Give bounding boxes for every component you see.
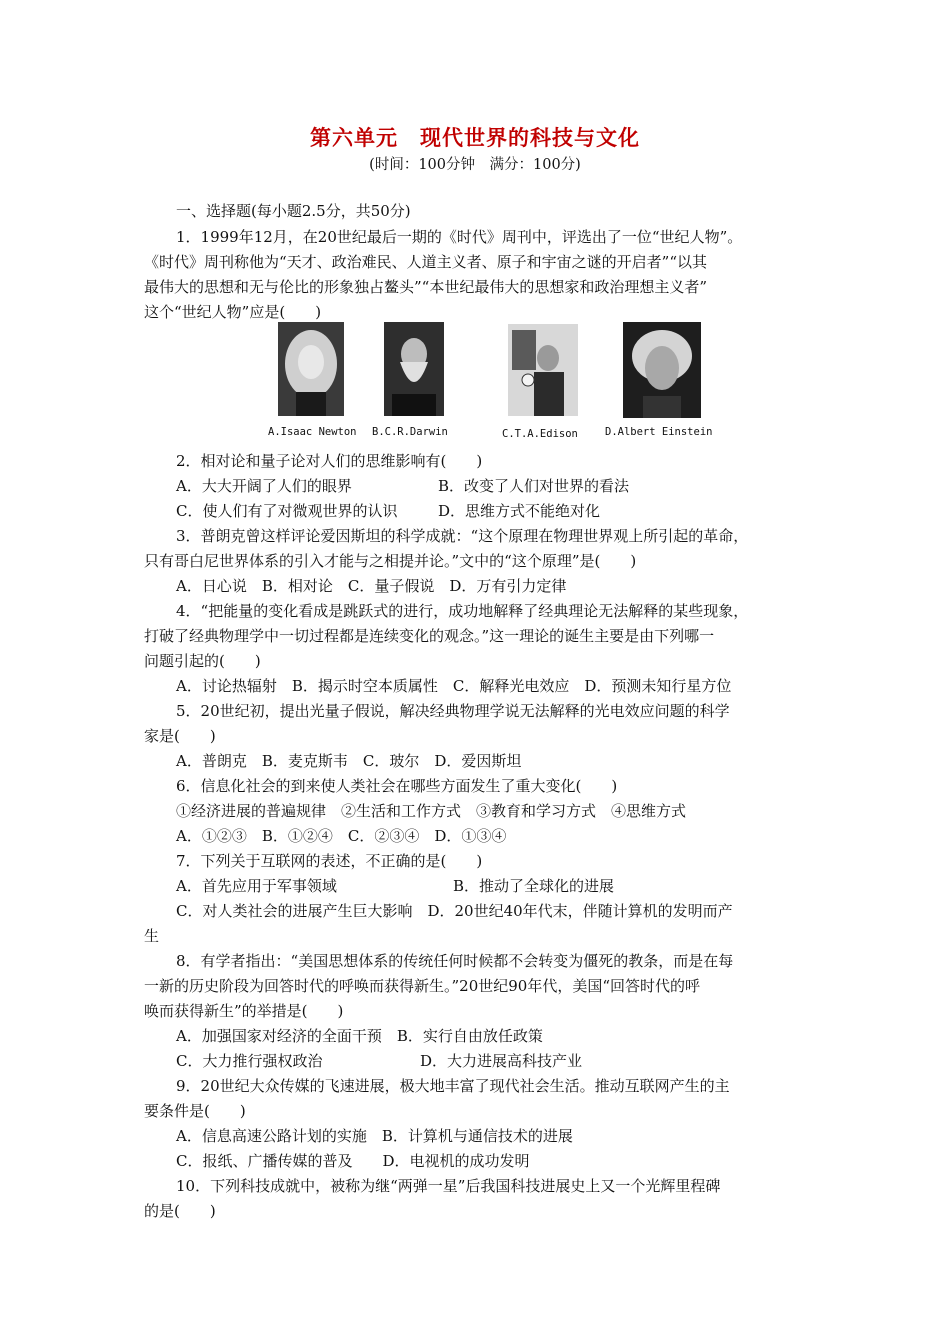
portrait-options: [266, 322, 726, 442]
option-a: A．首先应用于军事领域: [176, 877, 337, 895]
question-3-options: A．日心说 B．相对论 C．量子假说 D．万有引力定律: [176, 577, 567, 595]
question-1-line: 这个“世纪人物”应是( ): [144, 303, 322, 321]
option-cd: C．报纸、广播传媒的普及 D．电视机的成功发明: [176, 1152, 530, 1170]
option-b: B．改变了人们对世界的看法: [438, 477, 630, 495]
question-6-line: 6．信息化社会的到来使人类社会在哪些方面发生了重大变化( ): [176, 777, 618, 795]
question-9-line: 9．20世纪大众传媒的飞速进展，极大地丰富了现代社会生活。推动互联网产生的主: [176, 1077, 730, 1095]
question-10-line: 10．下列科技成就中，被称为继“两弹一星”后我国科技进展史上又一个光辉里程碑: [176, 1177, 721, 1195]
question-5-options: A．普朗克 B．麦克斯韦 C．玻尔 D．爱因斯坦: [176, 752, 522, 770]
question-4-line: 打破了经典物理学中一切过程都是连续变化的观念。”这一理论的诞生主要是由下列哪一: [144, 627, 715, 645]
question-8-line: 唤而获得新生”的举措是( ): [144, 1002, 344, 1020]
option-c: C．大力推行强权政治: [176, 1052, 323, 1070]
portrait-caption: A.Isaac Newton: [268, 426, 357, 438]
option-cd: C．对人类社会的进展产生巨大影响 D．20世纪40年代末，伴随计算机的发明而产: [176, 902, 733, 920]
question-6-options: A．①②③ B．①②④ C．②③④ D．①③④: [176, 827, 507, 845]
question-1-line: 1．1999年12月，在20世纪最后一期的《时代》周刊中，评选出了一位“世纪人物”。: [176, 228, 743, 246]
portrait-darwin-icon: [384, 322, 444, 416]
section-heading: 一、选择题(每小题2.5分，共50分): [176, 202, 411, 220]
option-d: D．大力进展高科技产业: [420, 1052, 583, 1070]
question-3-line: 只有哥白尼世界体系的引入才能与之相提并论。”文中的“这个原理”是( ): [144, 552, 637, 570]
page-title: 第六单元 现代世界的科技与文化: [310, 126, 640, 150]
option-ab: A．信息高速公路计划的实施 B．计算机与通信技术的进展: [176, 1127, 573, 1145]
question-9-line: 要条件是( ): [144, 1102, 246, 1120]
question-5-line: 5．20世纪初，提出光量子假说，解决经典物理学说无法解释的光电效应问题的科学: [176, 702, 730, 720]
option-c: C．使人们有了对微观世界的认识: [176, 502, 398, 520]
portrait-caption: D.Albert Einstein: [605, 426, 713, 438]
portrait-newton-icon: [278, 322, 344, 416]
portrait-edison-icon: [508, 324, 578, 416]
question-4-line: 4．“把能量的变化看成是跳跃式的进行，成功地解释了经典理论无法解释的某些现象，: [176, 602, 749, 620]
question-3-line: 3．普朗克曾这样评论爱因斯坦的科学成就：“这个原理在物理世界观上所引起的革命，: [176, 527, 749, 545]
question-10-line: 的是( ): [144, 1202, 216, 1220]
question-4-options: A．讨论热辐射 B．揭示时空本质属性 C．解释光电效应 D．预测未知行星方位: [176, 677, 732, 695]
page-subtitle: (时间：100分钟 满分：100分): [369, 157, 581, 173]
question-4-line: 问题引起的( ): [144, 652, 261, 670]
question-8-line: 8．有学者指出：“美国思想体系的传统任何时候都不会转变为僵死的教条，而是在每: [176, 952, 734, 970]
portrait-einstein-icon: [623, 322, 701, 418]
question-2-line: 2．相对论和量子论对人们的思维影响有( ): [176, 452, 483, 470]
question-6-items: ①经济进展的普遍规律 ②生活和工作方式 ③教育和学习方式 ④思维方式: [176, 802, 687, 820]
option-a: A．大大开阔了人们的眼界: [176, 477, 352, 495]
option-d: D．思维方式不能绝对化: [438, 502, 601, 520]
option-cd: 生: [144, 927, 160, 945]
question-1-line: 最伟大的思想和无与伦比的形象独占鳌头”“本世纪最伟大的思想家和政治理想主义者”: [144, 278, 708, 296]
portrait-caption: C.T.A.Edison: [502, 428, 578, 440]
option-ab: A．加强国家对经济的全面干预 B．实行自由放任政策: [176, 1027, 543, 1045]
option-b: B．推动了全球化的进展: [453, 877, 615, 895]
question-7-line: 7．下列关于互联网的表述，不正确的是( ): [176, 852, 483, 870]
question-5-line: 家是( ): [144, 727, 216, 745]
portrait-caption: B.C.R.Darwin: [372, 426, 448, 438]
question-1-line: 《时代》周刊称他为“天才、政治难民、人道主义者、原子和宇宙之谜的开启者”“以其: [144, 253, 708, 271]
question-8-line: 一新的历史阶段为回答时代的呼唤而获得新生。”20世纪90年代，美国“回答时代的呼: [144, 977, 701, 995]
